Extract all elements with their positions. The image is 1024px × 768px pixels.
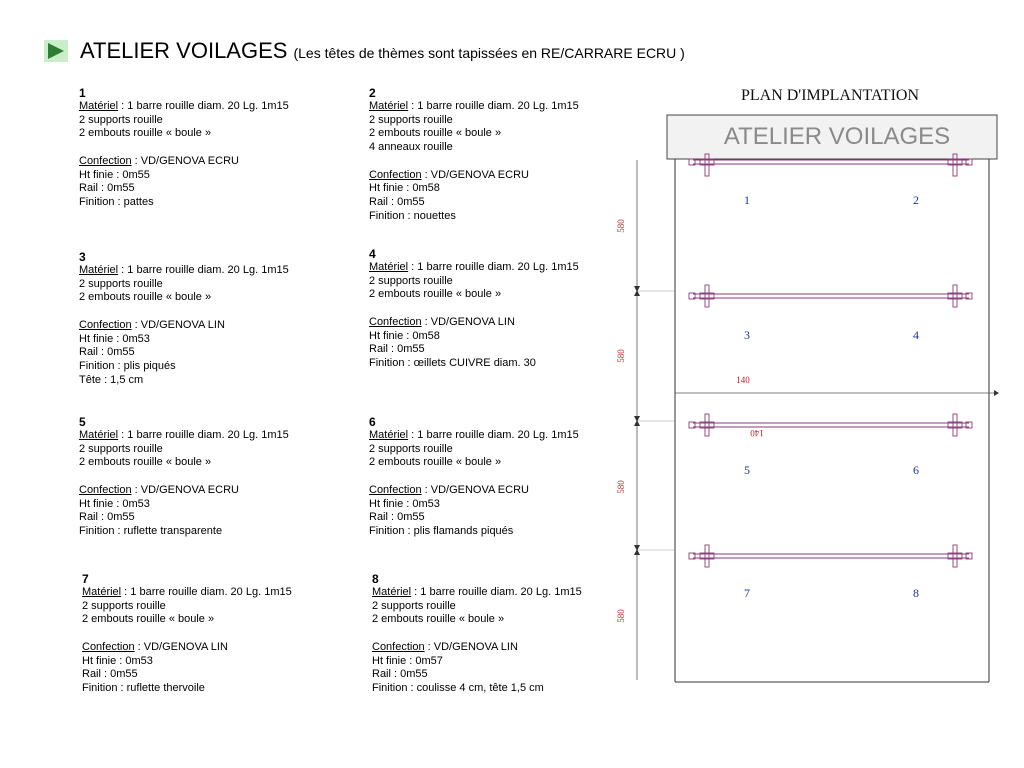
dimension-label: 580 (616, 219, 626, 233)
rail-line: Rail : 0m55 (82, 668, 138, 681)
materiel-line: Matériel : 1 barre rouille diam. 20 Lg. 1m15 (79, 100, 289, 112)
confection-line: Confection : VD/GENOVA ECRU (79, 154, 239, 167)
rail-line: Rail : 0m55 (79, 511, 135, 524)
materiel-line: Matériel : 1 barre rouille diam. 20 Lg. 1m15 (369, 261, 579, 273)
width-label-mirrored: 140 (750, 428, 764, 438)
confection-line: Confection : VD/GENOVA ECRU (369, 483, 529, 496)
materiel-line: Matériel : 1 barre rouille diam. 20 Lg. 1m15 (79, 264, 289, 276)
embout-line: 2 embouts rouille « boule » (369, 127, 502, 140)
support-line: 2 supports rouille (79, 113, 163, 126)
embout-line: 2 embouts rouille « boule » (79, 127, 212, 140)
finish-line: Finition : pattes (79, 195, 154, 208)
support-line: 2 supports rouille (79, 277, 163, 290)
confection-line: Confection : VD/GENOVA LIN (372, 640, 518, 653)
height-line: Ht finie : 0m55 (79, 168, 150, 181)
bay-label: 1 (744, 193, 750, 207)
dimension-label: 580 (616, 609, 626, 623)
bay-label: 7 (744, 586, 750, 600)
confection-line: Confection : VD/GENOVA ECRU (79, 483, 239, 496)
bay-label: 6 (913, 463, 919, 477)
height-line: Ht finie : 0m57 (372, 654, 443, 667)
materiel-line: Matériel : 1 barre rouille diam. 20 Lg. 1m15 (369, 100, 579, 112)
support-line: 2 supports rouille (372, 599, 456, 612)
support-line: 2 supports rouille (82, 599, 166, 612)
rail-line: Rail : 0m55 (79, 346, 135, 359)
embout-line: 2 embouts rouille « boule » (369, 288, 502, 301)
rail-line: Rail : 0m55 (79, 182, 135, 195)
rail-line: Rail : 0m55 (369, 343, 425, 356)
item-number: 4 (369, 247, 376, 261)
embout-line: 2 embouts rouille « boule » (79, 291, 212, 304)
bay-label: 3 (744, 328, 750, 342)
dimension-label: 580 (616, 349, 626, 363)
support-line: 2 supports rouille (79, 442, 163, 455)
item-number: 1 (79, 86, 86, 100)
bay-label: 5 (744, 463, 750, 477)
embout-line: 2 embouts rouille « boule » (369, 456, 502, 469)
item-number: 7 (82, 572, 89, 586)
item-number: 6 (369, 415, 376, 429)
head-line: Tête : 1,5 cm (79, 373, 144, 386)
finish-line: Finition : œillets CUIVRE diam. 30 (369, 356, 536, 369)
bay-label: 4 (913, 328, 919, 342)
finish-line: Finition : plis flamands piqués (369, 524, 514, 537)
embout-line: 2 embouts rouille « boule » (79, 456, 212, 469)
materiel-line: Matériel : 1 barre rouille diam. 20 Lg. 1m15 (79, 429, 289, 441)
finish-line: Finition : ruflette thervoile (82, 681, 205, 694)
item-number: 5 (79, 415, 86, 429)
height-line: Ht finie : 0m58 (369, 182, 440, 195)
materiel-line: Matériel : 1 barre rouille diam. 20 Lg. 1m15 (372, 586, 582, 598)
height-line: Ht finie : 0m53 (79, 332, 150, 345)
height-line: Ht finie : 0m53 (82, 654, 153, 667)
bay-label: 8 (913, 586, 919, 600)
rail-line: Rail : 0m55 (369, 511, 425, 524)
curtain-rod-3 (689, 414, 972, 436)
rail-line: Rail : 0m55 (372, 668, 428, 681)
confection-line: Confection : VD/GENOVA LIN (369, 315, 515, 328)
curtain-rod-4 (689, 545, 972, 567)
width-label: 140 (736, 375, 750, 385)
item-number: 3 (79, 250, 86, 264)
plan-title: PLAN D'IMPLANTATION (740, 87, 920, 104)
height-line: Ht finie : 0m53 (369, 497, 440, 510)
page-title: ATELIER VOILAGES (80, 38, 288, 63)
finish-line: Finition : coulisse 4 cm, tête 1,5 cm (372, 681, 544, 694)
plan-banner-text: ATELIER VOILAGES (723, 123, 951, 150)
support-line: 2 supports rouille (369, 113, 453, 126)
finish-line: Finition : nouettes (369, 209, 456, 222)
dimension-label: 580 (616, 480, 626, 494)
support-line: 2 supports rouille (369, 274, 453, 287)
height-line: Ht finie : 0m58 (369, 329, 440, 342)
page-subtitle: (Les têtes de thèmes sont tapissées en RE/CARRARE ECRU ) (293, 45, 685, 61)
materiel-line: Matériel : 1 barre rouille diam. 20 Lg. 1m15 (82, 586, 292, 598)
embout-line: 2 embouts rouille « boule » (82, 613, 215, 626)
item-number: 2 (369, 86, 376, 100)
curtain-rod-2 (689, 285, 972, 307)
bay-label: 2 (913, 193, 919, 207)
support-line: 2 supports rouille (369, 442, 453, 455)
confection-line: Confection : VD/GENOVA LIN (79, 318, 225, 331)
item-number: 8 (372, 572, 379, 586)
confection-line: Confection : VD/GENOVA LIN (82, 640, 228, 653)
embout-line: 2 embouts rouille « boule » (372, 613, 505, 626)
rail-line: Rail : 0m55 (369, 195, 425, 208)
confection-line: Confection : VD/GENOVA ECRU (369, 168, 529, 181)
materiel-line: Matériel : 1 barre rouille diam. 20 Lg. 1m15 (369, 429, 579, 441)
ring-line: 4 anneaux rouille (369, 141, 453, 154)
height-line: Ht finie : 0m53 (79, 497, 150, 510)
finish-line: Finition : plis piqués (79, 359, 176, 372)
finish-line: Finition : ruflette transparente (79, 524, 223, 537)
